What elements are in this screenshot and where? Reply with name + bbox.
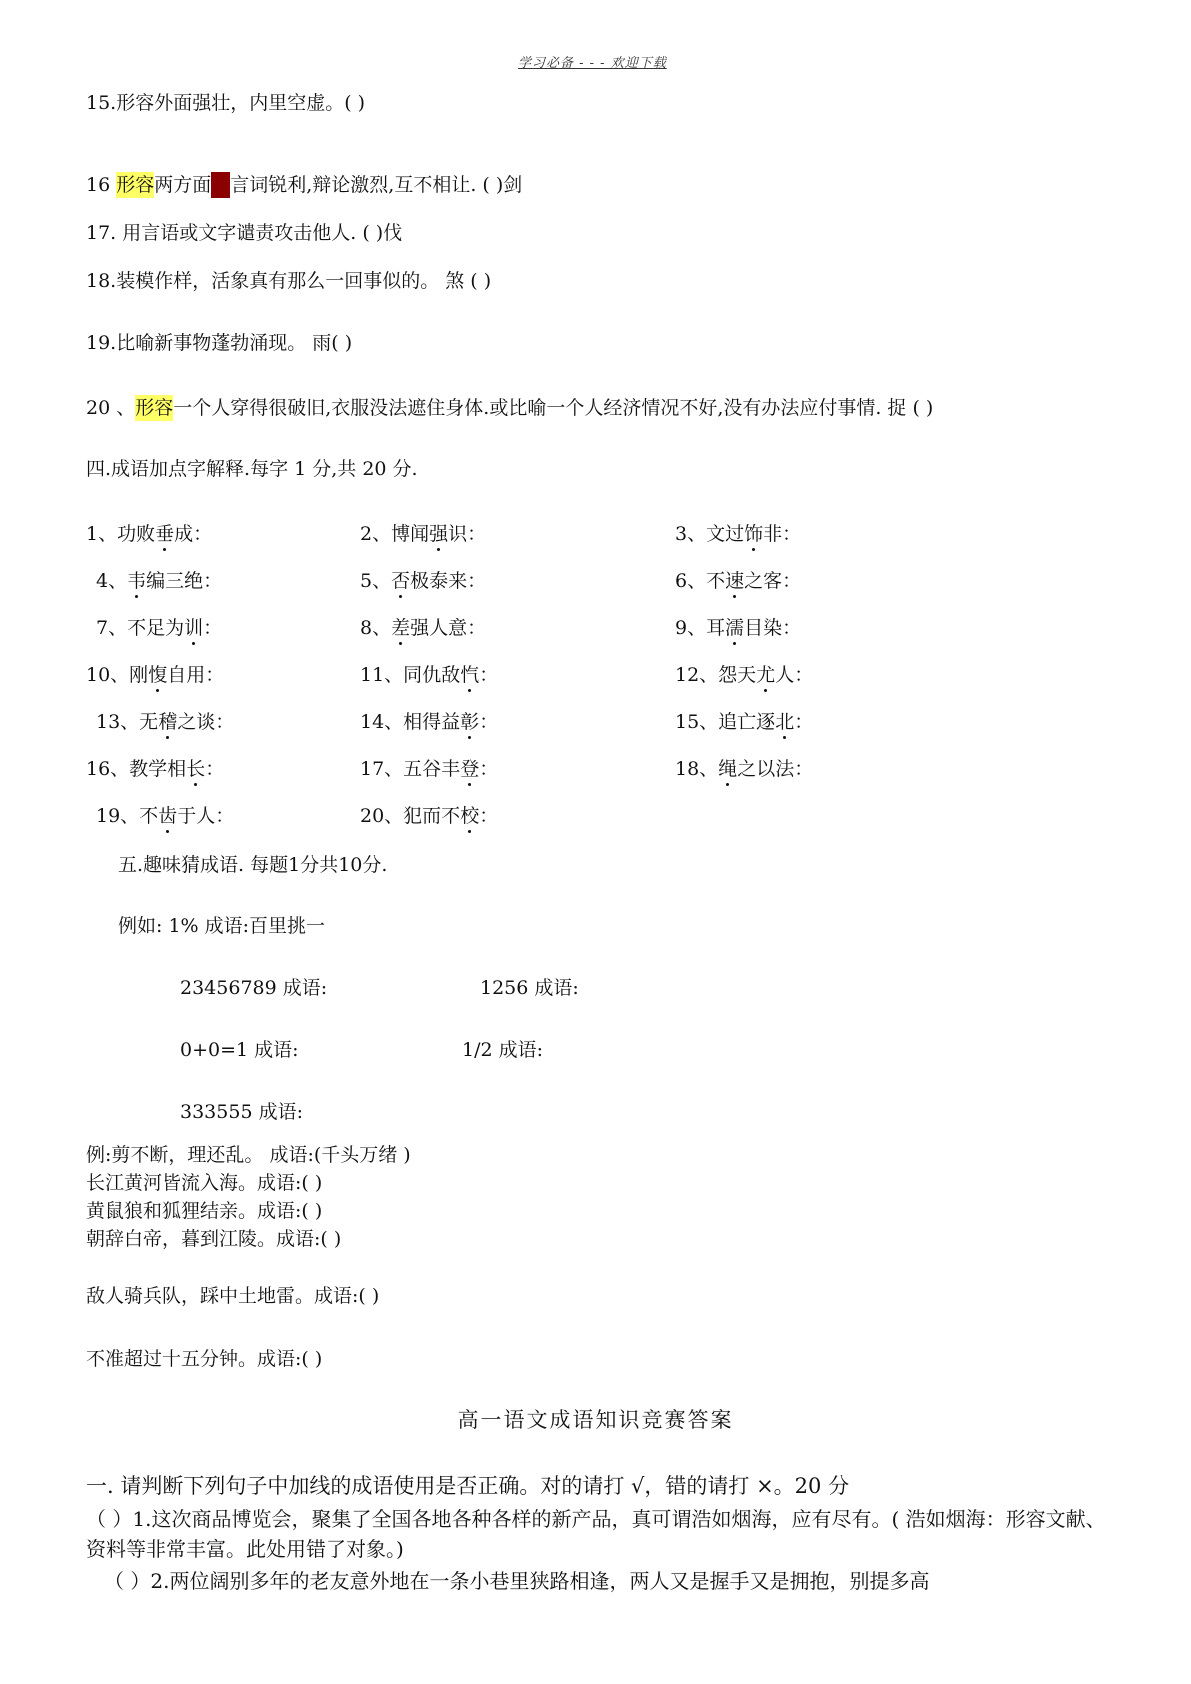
idiom-pre: 19、不 (96, 805, 159, 827)
idiom-pre: 1、功败 (86, 523, 156, 545)
riddle-2: 黄鼠狼和狐狸结亲。成语:( ) (86, 1200, 323, 1222)
idiom-post: 自用： (167, 664, 225, 686)
q16-mid: 两方面 (154, 174, 212, 196)
idiom-post: 成： (174, 523, 213, 545)
riddle-5: 不准超过十五分钟。成语:( ) (86, 1348, 323, 1370)
dotted-char: 饰 (744, 523, 764, 545)
idiom-item-1 (86, 521, 212, 547)
dotted-char: 速 (725, 570, 745, 592)
idiom-post: ： (479, 664, 499, 686)
idiom-post: 之以法： (737, 758, 814, 780)
dotted-char: 尤 (756, 664, 776, 686)
idiom-pre: 14、相得益 (360, 711, 461, 733)
idiom-pre: 7、不足为 (96, 617, 185, 639)
idiom-item-11 (360, 662, 498, 688)
idiom-pre: 4、 (96, 570, 128, 592)
idiom-pre: 11、同仇敌 (360, 664, 461, 686)
section-5-title: 五.趣味猜成语. 每题1分共10分. (118, 854, 388, 876)
idiom-post: ： (203, 617, 223, 639)
idiom-post: 编三绝： (146, 570, 223, 592)
idiom-post: ： (205, 758, 225, 780)
number-riddle-4: 1/2 成语: (462, 1039, 544, 1061)
idiom-post: ： (479, 711, 499, 733)
idiom-post: 人： (775, 664, 814, 686)
riddle-example: 例:剪不断，理还乱。 成语:(千头万绪 ) (86, 1144, 411, 1166)
idiom-pre: 12、怨天 (675, 664, 757, 686)
idiom-item-19 (96, 803, 234, 829)
question-18: 18.装模作样，活象真有那么一回事似的。 煞 ( ) (86, 270, 492, 292)
idiom-pre: 18、 (675, 758, 719, 780)
number-riddle-5: 333555 成语: (180, 1101, 303, 1123)
idiom-pre: 3、文过 (675, 523, 745, 545)
idiom-post: 识： (448, 523, 487, 545)
q16-rest: 言词锐利,辩论激烈,互不相让. ( )剑 (230, 174, 523, 196)
dotted-char: 北 (775, 711, 795, 733)
idiom-item-6 (675, 568, 801, 594)
idiom-item-12 (675, 662, 813, 688)
question-19: 19.比喻新事物蓬勃涌现。 雨( ) (86, 332, 353, 354)
dotted-char: 差 (391, 617, 411, 639)
idiom-pre: 17、五谷丰 (360, 758, 461, 780)
dotted-char: 登 (460, 758, 480, 780)
riddle-3: 朝辞白帝，暮到江陵。成语:( ) (86, 1228, 342, 1250)
dotted-char: 垂 (155, 523, 175, 545)
idiom-item-20 (360, 803, 498, 829)
idiom-post: ： (794, 711, 814, 733)
section-5-example: 例如: 1% 成语:百里挑一 (118, 915, 326, 937)
question-17: 17. 用言语或文字谴责攻击他人. ( )伐 (86, 222, 403, 244)
dotted-char: 彰 (460, 711, 480, 733)
dotted-char: 韦 (127, 570, 147, 592)
dotted-char: 齿 (158, 805, 178, 827)
number-riddle-1: 23456789 成语: (180, 977, 328, 999)
answer-item-2: （ ）2.两位阔别多年的老友意外地在一条小巷里狭路相逢，两人又是握手又是拥抱，别提多高 (104, 1569, 930, 1593)
idiom-post: ： (479, 805, 499, 827)
idiom-post: 目染： (744, 617, 802, 639)
riddle-4: 敌人骑兵队，踩中土地雷。成语:( ) (86, 1285, 380, 1307)
dotted-char: 训 (184, 617, 204, 639)
idiom-post: 之谈： (177, 711, 235, 733)
dotted-char: 忾 (460, 664, 480, 686)
question-20 (86, 395, 933, 421)
idiom-pre: 10、刚 (86, 664, 149, 686)
idiom-pre: 5、 (360, 570, 392, 592)
idiom-item-2 (360, 521, 486, 547)
idiom-pre: 15、追亡逐 (675, 711, 776, 733)
idiom-item-4 (96, 568, 222, 594)
q16-highlight-1: 形容 (116, 174, 155, 196)
idiom-item-10 (86, 662, 224, 688)
riddle-1: 长江黄河皆流入海。成语:( ) (86, 1172, 323, 1194)
idiom-post: 强人意： (410, 617, 487, 639)
question-15: 15.形容外面强壮，内里空虚。( ) (86, 92, 366, 114)
dotted-char: 愎 (148, 664, 168, 686)
answer-item-1: （ ）1.这次商品博览会，聚集了全国各地各种各样的新产品，真可谓浩如烟海，应有尽有。( 浩如烟海：形容文献、资料等非常丰富。此处用错了对象。) (86, 1507, 1106, 1561)
idiom-pre: 20、犯而不 (360, 805, 461, 827)
idiom-item-18 (675, 756, 813, 782)
answer-title: 高一语文成语知识竞赛答案 (457, 1408, 734, 1432)
q20-rest: 一个人穿得很破旧,衣服没法遮住身体.或比喻一个人经济情况不好,没有办法应付事情. 捉 ( ) (173, 397, 934, 419)
idiom-item-15 (675, 709, 813, 735)
idiom-item-14 (360, 709, 498, 735)
idiom-item-17 (360, 756, 498, 782)
q16-highlight-2: 的 (211, 174, 231, 196)
dotted-char: 绳 (718, 758, 738, 780)
idiom-pre: 8、 (360, 617, 392, 639)
dotted-char: 校 (460, 805, 480, 827)
page-header: 学习必备 - - - 欢迎下载 (518, 56, 667, 71)
idiom-item-16 (86, 756, 224, 782)
idiom-pre: 16、教学相 (86, 758, 187, 780)
number-riddle-2: 1256 成语: (480, 977, 579, 999)
idiom-pre: 9、耳 (675, 617, 726, 639)
question-16 (86, 172, 522, 198)
answer-section-1-title: 一. 请判断下列句子中加线的成语使用是否正确。对的请打 √，错的请打 ×。20 分 (86, 1474, 850, 1498)
idiom-post: 非： (763, 523, 802, 545)
idiom-pre: 2、博闻 (360, 523, 430, 545)
idiom-item-7 (96, 615, 222, 641)
q16-num: 16 (86, 174, 117, 196)
section-4-title: 四.成语加点字解释.每字 1 分,共 20 分. (86, 458, 418, 480)
dotted-char: 否 (391, 570, 411, 592)
idiom-item-8 (360, 615, 486, 641)
q20-highlight: 形容 (135, 397, 174, 419)
idiom-post: ： (479, 758, 499, 780)
idiom-pre: 13、无 (96, 711, 159, 733)
idiom-post: 极泰来： (410, 570, 487, 592)
q20-num: 20 、 (86, 397, 136, 419)
idiom-post: 之客： (744, 570, 802, 592)
idiom-item-3 (675, 521, 801, 547)
dotted-char: 强 (429, 523, 449, 545)
idiom-item-5 (360, 568, 486, 594)
dotted-char: 长 (186, 758, 206, 780)
idiom-post: 于人： (177, 805, 235, 827)
dotted-char: 濡 (725, 617, 745, 639)
idiom-pre: 6、不 (675, 570, 726, 592)
idiom-item-13 (96, 709, 234, 735)
dotted-char: 稽 (158, 711, 178, 733)
idiom-item-9 (675, 615, 801, 641)
number-riddle-3: 0+0=1 成语: (180, 1039, 299, 1061)
